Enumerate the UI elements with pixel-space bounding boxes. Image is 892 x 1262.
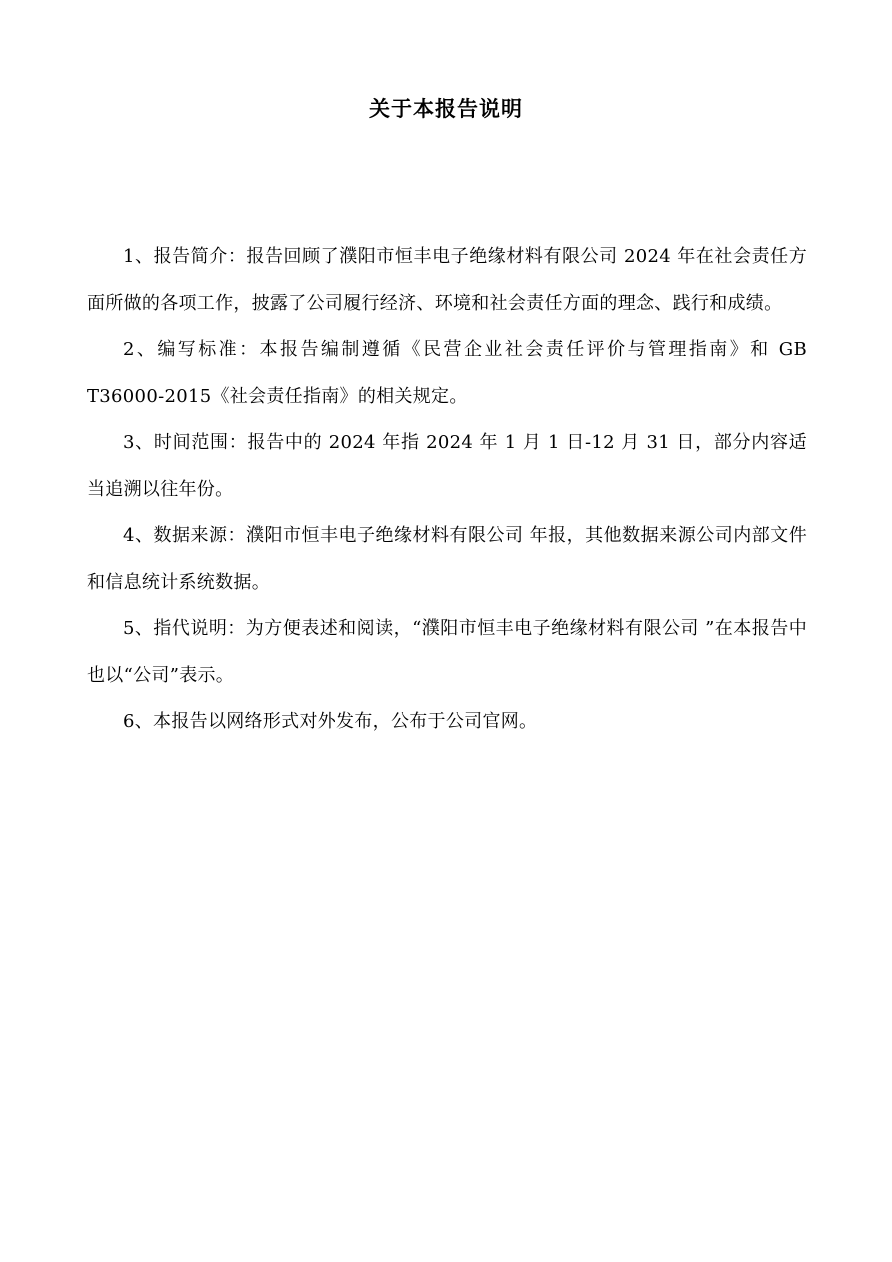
page-title: 关于本报告说明 — [369, 96, 523, 121]
paragraph-publication: 6、本报告以网络形式对外发布，公布于公司官网。 — [123, 711, 538, 732]
paragraph-reference-note: 5、指代说明：为方便表述和阅读，“濮阳市恒丰电子绝缘材料有限公司 ”在本报告中也以“公司”表示。 — [87, 618, 807, 686]
paragraph-time-range: 3、时间范围：报告中的 2024 年指 2024 年 1 月 1 日-12 月 31 日，部分内容适当追溯以往年份。 — [87, 432, 807, 500]
paragraph-data-source: 4、数据来源：濮阳市恒丰电子绝缘材料有限公司 年报，其他数据来源公司内部文件和信息统计系统数据。 — [87, 525, 807, 593]
paragraph-writing-standard: 2、编写标准：本报告编制遵循《民营企业社会责任评价与管理指南》和 GB T36000-2015《社会责任指南》的相关规定。 — [87, 339, 807, 407]
document-body — [87, 234, 807, 746]
paragraph-report-intro: 1、报告简介：报告回顾了濮阳市恒丰电子绝缘材料有限公司 2024 年在社会责任方面所做的各项工作，披露了公司履行经济、环境和社会责任方面的理念、践行和成绩。 — [87, 246, 807, 314]
